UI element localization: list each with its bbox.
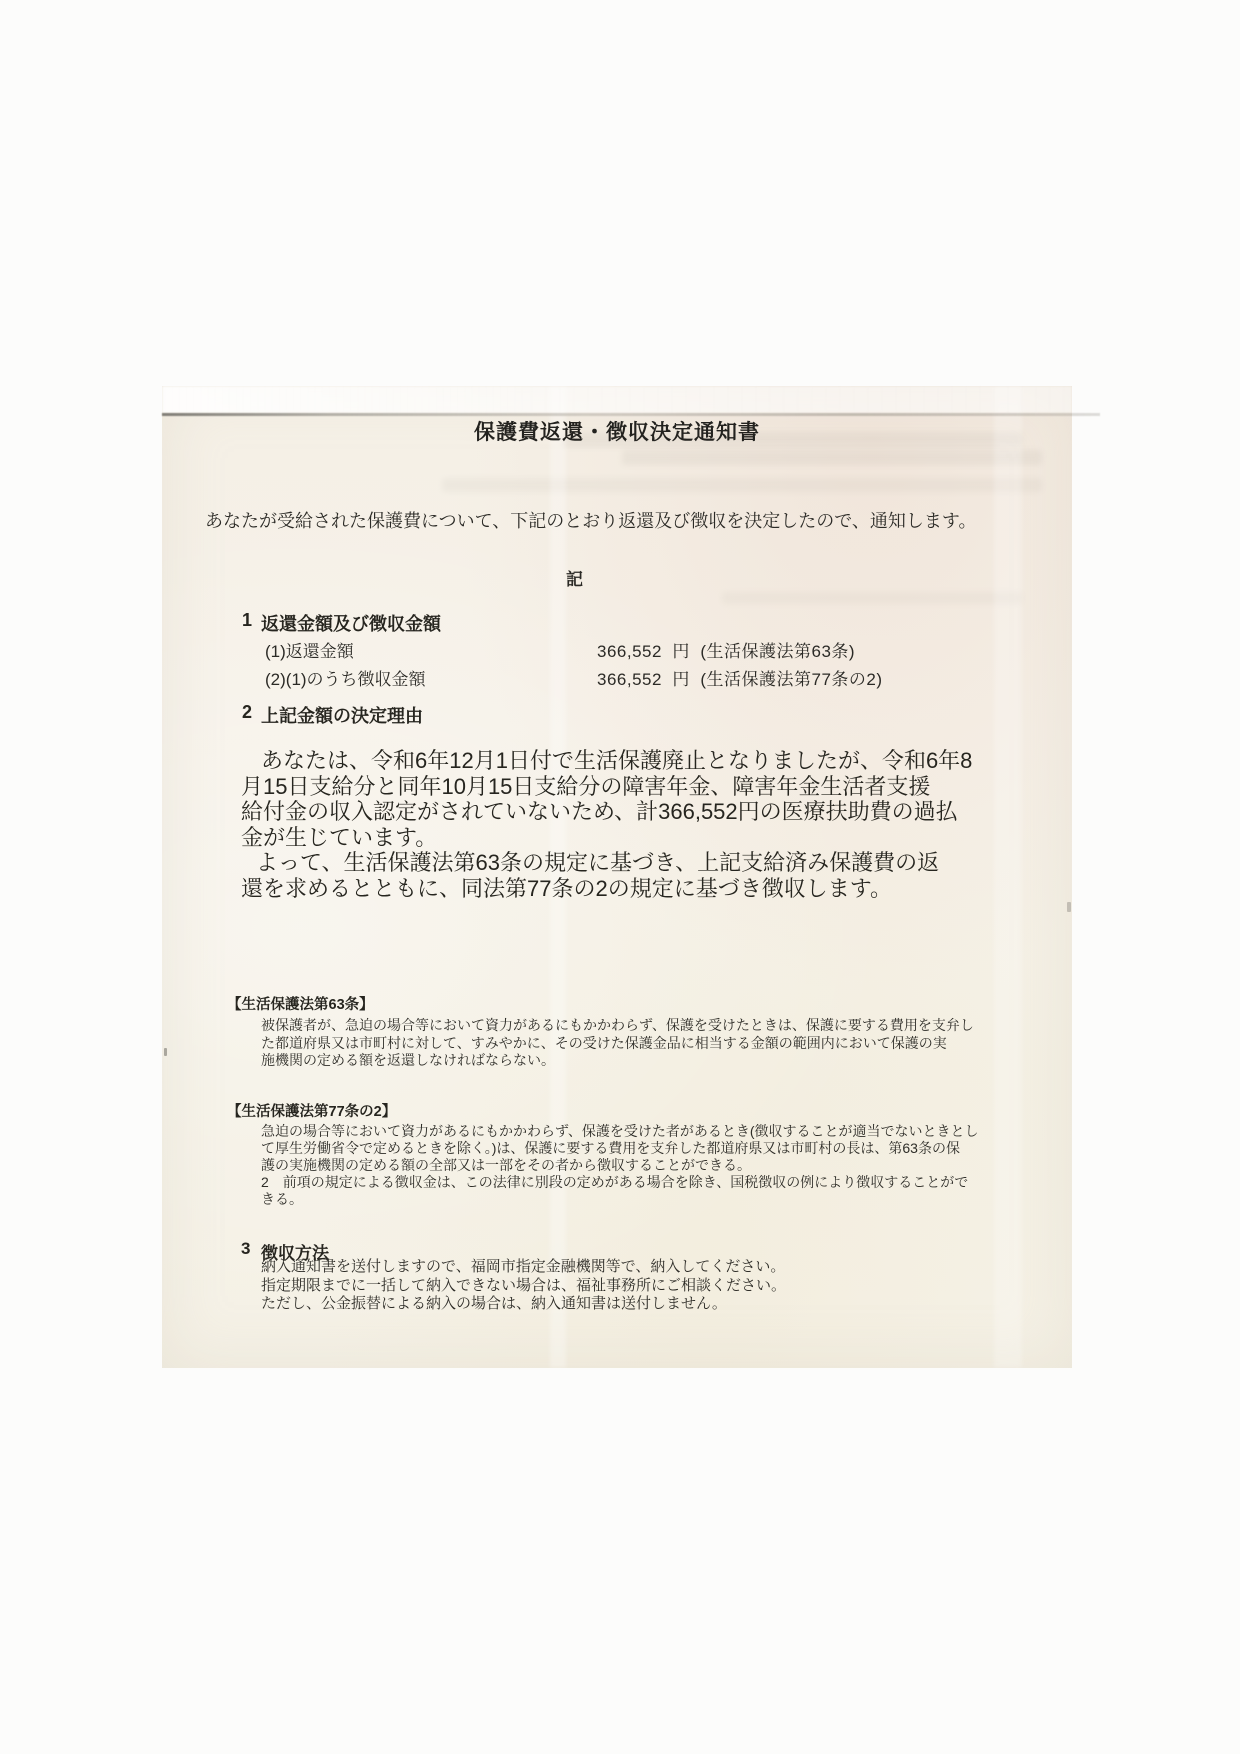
bleedthrough-ghost [442, 478, 1042, 492]
scan-speck [164, 1048, 167, 1056]
reason-line: 金が生じています。 [241, 824, 438, 850]
method-line: 納入通知書を送付しますので、福岡市指定金融機関等で、納入してください。 [261, 1258, 786, 1275]
bleedthrough-ghost [722, 592, 1022, 604]
law-63-line: た都道府県又は市町村に対して、すみやかに、その受けた保護金品に相当する金額の範囲内において保護の実 [261, 1034, 947, 1051]
collection-method-body [261, 1258, 786, 1314]
decision-reason-paragraph [241, 748, 1001, 901]
law-63-heading: 【生活保護法第63条】 [227, 997, 374, 1013]
notice-title: 保護費返還・徴収決定通知書 [474, 421, 760, 444]
section-2-number: 2 [242, 702, 253, 722]
reason-line: 給付金の収入認定がされていないため、計366,552円の医療扶助費の過払 [241, 799, 958, 824]
reason-line: 月15日支給分と同年10月15日支給分の障害年金、障害年金生活者支援 [241, 773, 931, 799]
section-1-heading: 返還金額及び徴収金額 [261, 614, 441, 634]
section-2-heading: 上記金額の決定理由 [261, 706, 423, 726]
law-77-2-line: 2 前項の規定による徴収金は、この法律に別段の定めがある場合を除き、国税徴収の例により徴収することがで [261, 1174, 969, 1190]
section-3-heading: 徴収方法 [261, 1244, 329, 1263]
amount-unit: 円 [672, 642, 690, 661]
law-63-body [261, 1017, 974, 1070]
collection-amount-label: (2)(1)のうち徴収金額 [265, 670, 426, 689]
method-line: ただし、公金振替による納入の場合は、納入通知書は送付しません。 [261, 1295, 727, 1312]
amount-number: 366,552 [597, 642, 662, 661]
amount-law-ref: (生活保護法第63条) [700, 642, 856, 661]
reason-line: あなたは、令和6年12月1日付で生活保護廃止となりましたが、令和6年8 [261, 748, 973, 773]
bleedthrough-ghost [622, 450, 1042, 465]
law-63-line: 被保護者が、急迫の場合等において資力があるにもかかわらず、保護を受けたときは、保護に要する費用を支弁し [261, 1017, 974, 1033]
law-63-line: 施機関の定める額を返還しなければならない。 [261, 1052, 555, 1068]
ki-marker: 記 [566, 570, 583, 589]
law-77-2-heading: 【生活保護法第77条の2】 [227, 1104, 397, 1120]
section-3-number: 3 [241, 1239, 251, 1258]
return-amount-value [597, 637, 855, 662]
law-77-2-line: きる。 [261, 1191, 303, 1207]
amount-number: 366,552 [597, 670, 662, 689]
scanned-page [162, 386, 1072, 1368]
intro-text: あなたが受給された保護費について、下記のとおり返還及び徴収を決定したので、通知します。 [205, 511, 977, 531]
law-77-2-line: 護の実施機関の定める額の全部又は一部をその者から徴収することができる。 [261, 1157, 751, 1173]
law-77-2-line: て厚生労働省令で定めるときを除く。)は、保護に要する費用を支弁した都道府県又は市町村の長は、第63条の保 [261, 1140, 960, 1156]
law-77-2-body [261, 1123, 979, 1208]
reason-line: 還を求めるとともに、同法第77条の2の規定に基づき徴収します。 [241, 875, 892, 901]
law-77-2-line: 急迫の場合等において資力があるにもかかわらず、保護を受けた者があるとき(徴収することが適当でないときとし [261, 1123, 979, 1139]
return-amount-label: (1)返還金額 [265, 642, 354, 661]
collection-amount-value [597, 665, 883, 690]
reason-line: よって、生活保護法第63条の規定に基づき、上記支給済み保護費の返 [256, 850, 940, 875]
fold-highlight-band [162, 386, 1072, 413]
method-line: 指定期限までに一括して納入できない場合は、福祉事務所にご相談ください。 [261, 1276, 787, 1294]
amount-unit: 円 [672, 670, 690, 689]
amount-law-ref: (生活保護法第77条の2) [700, 670, 883, 689]
section-1-number: 1 [242, 610, 253, 630]
scan-speck [1067, 902, 1071, 912]
